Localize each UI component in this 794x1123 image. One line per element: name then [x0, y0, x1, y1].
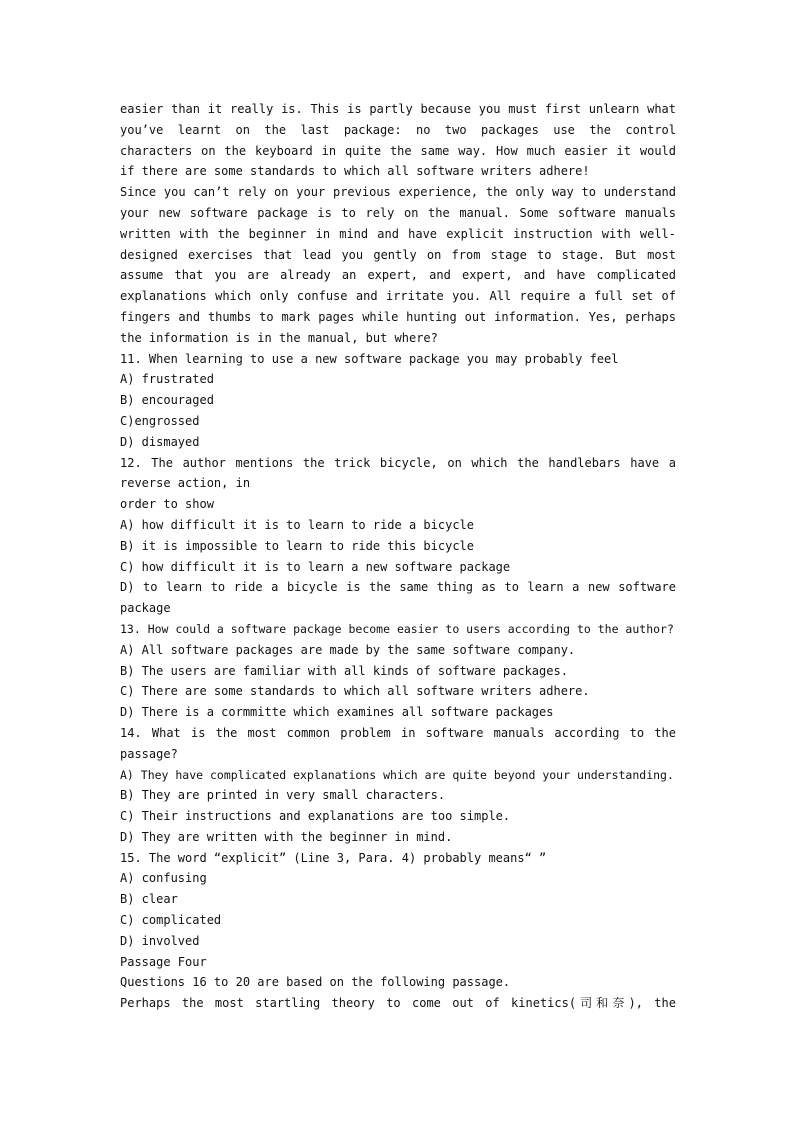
answer-option: C) Their instructions and explanations are too simple. — [120, 809, 511, 824]
body-line: Since you can’t rely on your previous experience, the only way to understand — [120, 185, 676, 200]
body-line: fingers and thumbs to mark pages while hunting out information. Yes, perhaps — [120, 309, 676, 324]
answer-option: A) They have complicated explanations which are quite beyond your understanding. — [120, 767, 674, 782]
answer-option: D) There is a cormmitte which examines all software packages — [120, 705, 554, 720]
answer-option: B) They are printed in very small characters. — [120, 788, 446, 803]
answer-option: B) encouraged — [120, 393, 214, 408]
body-line: you’ve learnt on the last package: no two packages use the control — [120, 122, 676, 137]
body-line: the information is in the manual, but where? — [120, 330, 438, 345]
question-stem: passage? — [120, 746, 178, 761]
answer-option: D) dismayed — [120, 434, 200, 449]
question-stem: 12. The author mentions the trick bicycle, on which the handlebars have a — [120, 455, 676, 470]
answer-option: C)engrossed — [120, 413, 200, 428]
question-stem: order to show — [120, 497, 214, 512]
answer-option: D) They are written with the beginner in mind. — [120, 829, 453, 844]
answer-option: C) There are some standards to which all software writers adhere. — [120, 684, 590, 699]
question-stem: 11. When learning to use a new software package you may probably feel — [120, 351, 619, 366]
body-line: easier than it really is. This is partly because you must first unlearn what — [120, 102, 676, 116]
question-stem: 15. The word “explicit” (Line 3, Para. 4) probably means“ ” — [120, 850, 547, 865]
answer-option: B) The users are familiar with all kinds of software packages. — [120, 663, 568, 678]
body-line: if there are some standards to which all software writers adhere! — [120, 164, 590, 179]
answer-option: C) how difficult it is to learn a new software package — [120, 559, 511, 574]
answer-option: package — [120, 601, 171, 616]
answer-option: D) to learn to ride a bicycle is the same thing as to learn a new software — [120, 580, 676, 595]
answer-option: A) frustrated — [120, 372, 214, 387]
question-stem: 14. What is the most common problem in software manuals according to the — [120, 725, 676, 740]
answer-option: A) how difficult it is to learn to ride a bicycle — [120, 517, 475, 532]
answer-option: A) All software packages are made by the same software company. — [120, 642, 576, 657]
body-line: explanations which only confuse and irritate you. All require a full set of — [120, 289, 676, 304]
body-line: your new software package is to rely on the manual. Some software manuals — [120, 205, 676, 220]
body-line: Perhaps the most startling theory to come out of kinetics(司和奈), the — [120, 996, 676, 1011]
question-stem: 13. How could a software package become easier to users according to the author? — [120, 621, 674, 636]
body-line: designed exercises that lead you gently on from stage to stage. But most — [120, 247, 676, 262]
page-content — [120, 99, 676, 1014]
answer-option: A) confusing — [120, 871, 207, 886]
answer-option: C) complicated — [120, 913, 222, 928]
section-heading: Passage Four — [120, 954, 207, 969]
answer-option: D) involved — [120, 933, 200, 948]
answer-option: B) clear — [120, 892, 178, 907]
answer-option: B) it is impossible to learn to ride this bicycle — [120, 538, 475, 553]
body-line: characters on the keyboard in quite the same way. How much easier it would — [120, 143, 676, 158]
body-line: assume that you are already an expert, and expert, and have complicated — [120, 268, 676, 283]
body-line: written with the beginner in mind and have explicit instruction with well- — [120, 226, 676, 241]
question-stem: reverse action, in — [120, 476, 251, 491]
section-instruction: Questions 16 to 20 are based on the following passage. — [120, 975, 511, 990]
